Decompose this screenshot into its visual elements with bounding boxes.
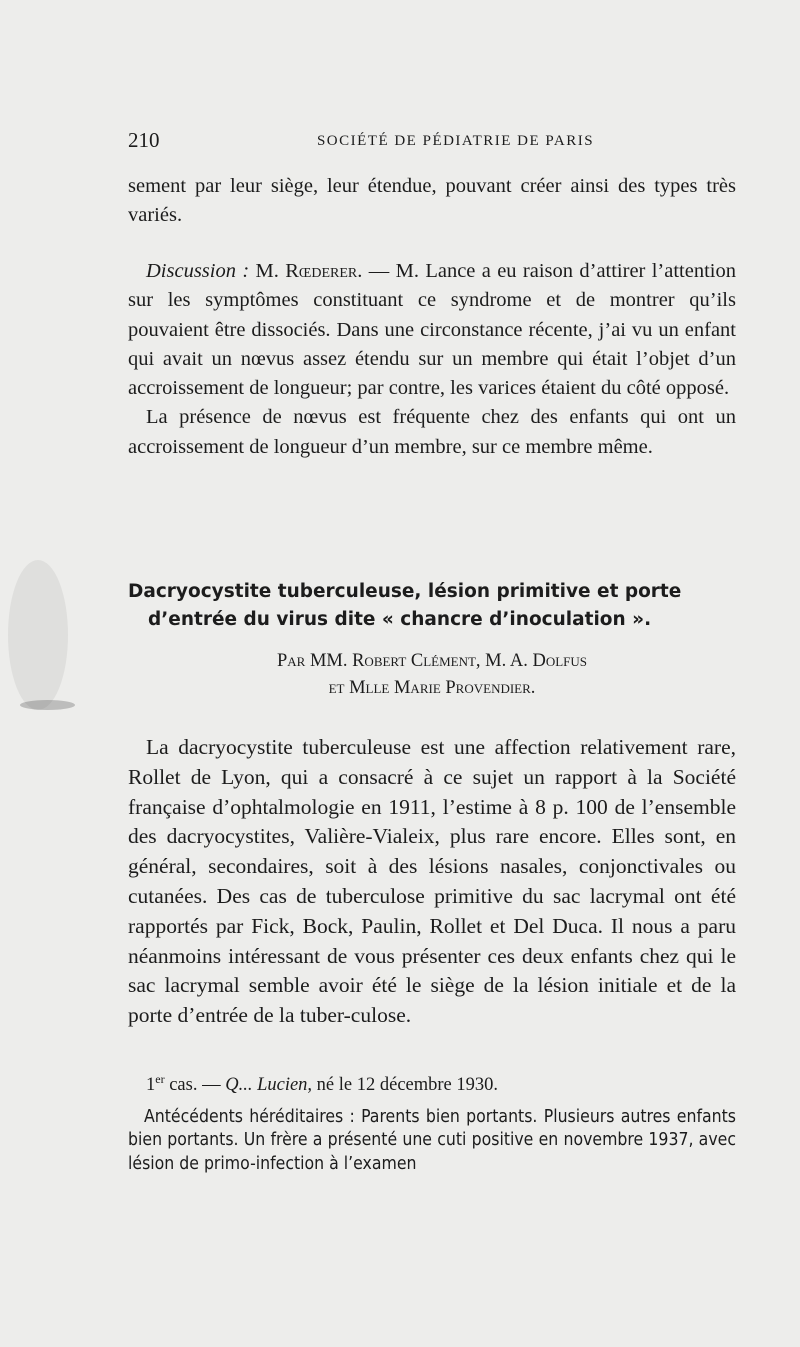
discussion-text: — M. Lance a eu raison d’attirer l’attention sur les symptômes constituant ce syndrome et de montrer qu’ils pouvaient être dissociés. Dans une circonstance récente, j’ai vu un enfant qui avait un nœvus assez étendu sur un membre qui était l’objet d’un accroissement de longueur; par contre, les varices étaient du côté opposé. (128, 260, 736, 400)
article-title (128, 578, 736, 634)
case-patient-name: Q... Lucien, (225, 1075, 313, 1096)
article-authors (128, 648, 736, 702)
left-margin-smudge (8, 560, 68, 710)
intro-paragraph-block (128, 172, 736, 231)
running-title: SOCIÉTÉ DE PÉDIATRIE DE PARIS (316, 133, 595, 149)
discussion-block (128, 257, 736, 462)
article-title-line-1: Dacryocystite tuberculeuse, lésion primitive et porte (128, 581, 682, 602)
authors-line-1: Par MM. Robert Clément, M. A. Dolfus (276, 651, 588, 671)
discussion-paragraph (128, 257, 736, 403)
discussion-label: Discussion : (146, 260, 250, 282)
page-header (128, 128, 738, 158)
case-heading (128, 1068, 736, 1098)
page-number: 210 (128, 128, 160, 152)
article-title-line-2: d’entrée du virus dite « chancre d’inoculation ». (148, 609, 652, 630)
case-birth: né le 12 décembre 1930. (312, 1075, 499, 1096)
case-label: cas. — (164, 1075, 226, 1096)
intro-paragraph: sement par leur siège, leur étendue, pouvant créer ainsi des types très variés. (128, 175, 736, 227)
discussion-speaker: M. Rœderer. (255, 260, 363, 282)
case-number-suffix: er (155, 1072, 165, 1086)
case-number: 1 (146, 1075, 156, 1096)
case-report (128, 1068, 736, 1176)
case-antecedents: Antécédents héréditaires : Parents bien portants. Plusieurs autres enfants bien portants. Un frère a présenté une cuti positive en novembre 1937, avec lésion de primo-infection à l’examen (128, 1106, 736, 1174)
authors-line-2: et Mlle Marie Provendier. (328, 678, 536, 698)
discussion-paragraph-2: La présence de nœvus est fréquente chez des enfants qui ont un accroissement de longueur d’un membre, sur ce membre même. (128, 406, 736, 458)
article-paragraph: La dacryocystite tuberculeuse est une affection relativement rare, Rollet de Lyon, qui a consacré à ce sujet un rapport à la Société française d’ophtalmologie en 1911, l’estime à 8 p. 100 de l’ensemble des dacryocystites, Valière-Vialeix, plus rare encore. Elles sont, en général, secondaires, soit à des lésions nasales, conjonctivales ou cutanées. Des cas de tuberculose primitive du sac lacrymal ont été rapportés par Fick, Bock, Paulin, Rollet et Del Duca. Il nous a paru néanmoins intéressant de vous présenter ces deux enfants chez qui le sac lacrymal semble avoir été le siège de la lésion initiale et de la porte d’entrée de la tuber-culose. (128, 735, 736, 1028)
margin-mark (20, 700, 75, 710)
article-body (128, 733, 736, 1031)
